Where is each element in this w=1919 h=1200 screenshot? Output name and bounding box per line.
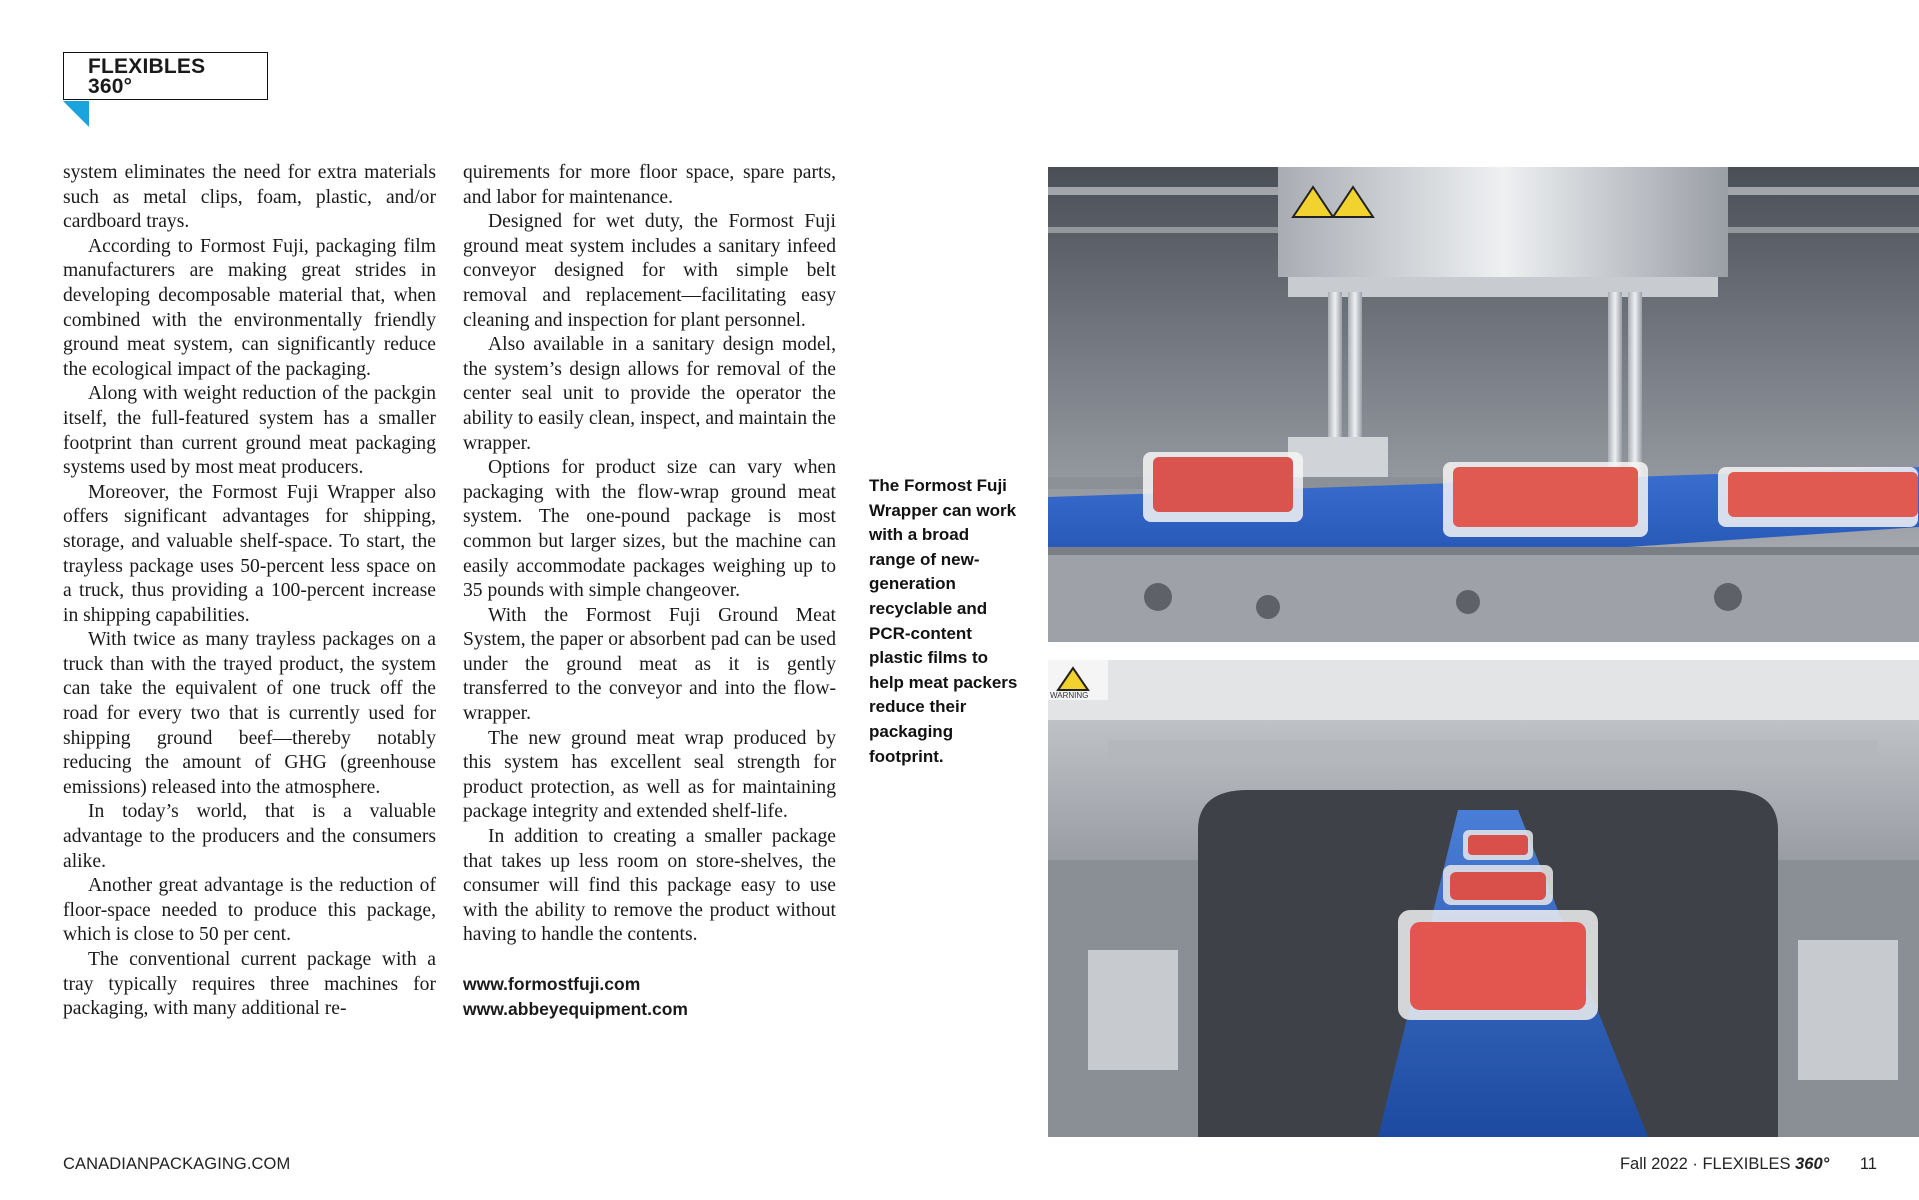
paragraph: Designed for wet duty, the Formost Fuji ground meat system includes a sanitary infeed conveyor designed for with simple belt removal and replacement—facilitating easy cleaning and inspection for plant personnel. [463,211,836,331]
photo-wrapper-machine [1048,167,1919,642]
paragraph: quirements for more floor space, spare parts, and labor for maintenance. [463,162,836,208]
paragraph: According to Formost Fuji, packaging film manufacturers are making great strides in developing decomposable material that, when combined with the environmentally friendly ground meat system, can significantly reduce the ecological impact of the packaging. [63,235,436,380]
logo-line-1: FLEXIBLES [88,55,206,78]
conveyor-photo-graphic [1048,660,1919,1137]
paragraph: Moreover, the Formost Fuji Wrapper also offers significant advantages for shipping, storage, and valuable shelf-space. To start, the trayless package uses 50-percent less space on a truck, thus providing a 100-percent increase in shipping capabilities. [63,481,436,626]
machine-photo-graphic [1048,167,1919,642]
paragraph: The new ground meat wrap produced by this system has excellent seal strength for product protection, as well as for maintaining package integrity and extended shelf-life. [463,727,836,823]
footer-brand-360: 360° [1795,1155,1830,1173]
paragraph: system eliminates the need for extra materials such as metal clips, foam, plastic, and/or cardboard trays. [63,162,436,233]
footer-issue [1620,1155,1877,1174]
paragraph: With the Formost Fuji Ground Meat System, the paper or absorbent pad can be used under the ground meat as it is gently transferred to the conveyor and into the flow-wrapper. [463,604,836,725]
paragraph: Along with weight reduction of the packgin itself, the full-featured system has a smaller footprint than current ground meat packaging systems used by most meat producers. [63,383,436,479]
paragraph: Also available in a sanitary design model, the system’s design allows for removal of the center seal unit to provide the operator the ability to easily clean, inspect, and maintain the wrapper. [463,334,836,454]
logo-line-2: 360° [88,75,133,98]
warning-sign-text: WARNING [1050,691,1089,700]
logo-corner-accent [63,101,89,127]
photo-caption: The Formost Fuji Wrapper can work with a broad range of new-generation recyclable and PCR-content plastic films to help meat packers reduce their packaging footprint. [869,476,1018,766]
article-column-2 [463,161,836,1021]
section-logo [63,52,268,100]
footer-issue-text: Fall 2022 · FLEXIBLES [1619,1155,1791,1173]
links-block [463,972,836,1021]
footer-issue-label [1620,1155,1834,1173]
footer-website: CANADIANPACKAGING.COM [63,1155,291,1173]
paragraph: Another great advantage is the reduction of floor-space needed to produce this package, which is close to 50 per cent. [63,875,436,946]
paragraph: In addition to creating a smaller package that takes up less room on store-shelves, the consumer will find this package easy to use with the ability to remove the product without having to handle the contents. [463,826,836,946]
photo-conveyor-packages [1048,660,1919,1137]
link-formostfuji[interactable]: www.formostfuji.com [463,974,641,994]
paragraph: The conventional current package with a tray typically requires three machines for packaging, with many additional re- [63,949,436,1020]
paragraph: With twice as many trayless packages on a truck than with the trayed product, the system can take the equivalent of one truck off the road for every two that is currently used for shipping ground beef—thereby notably reducing the amount of GHG (greenhouse emissions) released into the atmosphere. [63,629,436,798]
page-number: 11 [1859,1155,1877,1173]
paragraph: In today’s world, that is a valuable advantage to the producers and the consumers alike. [63,801,436,872]
link-abbeyequipment[interactable]: www.abbeyequipment.com [463,998,688,1019]
article-column-1 [63,161,436,1022]
paragraph: Options for product size can vary when packaging with the flow-wrap ground meat system. The one-pound package is most common but larger sizes, but the machine can easily accommodate packages weighing up to 35 pounds with simple changeover. [463,457,836,602]
